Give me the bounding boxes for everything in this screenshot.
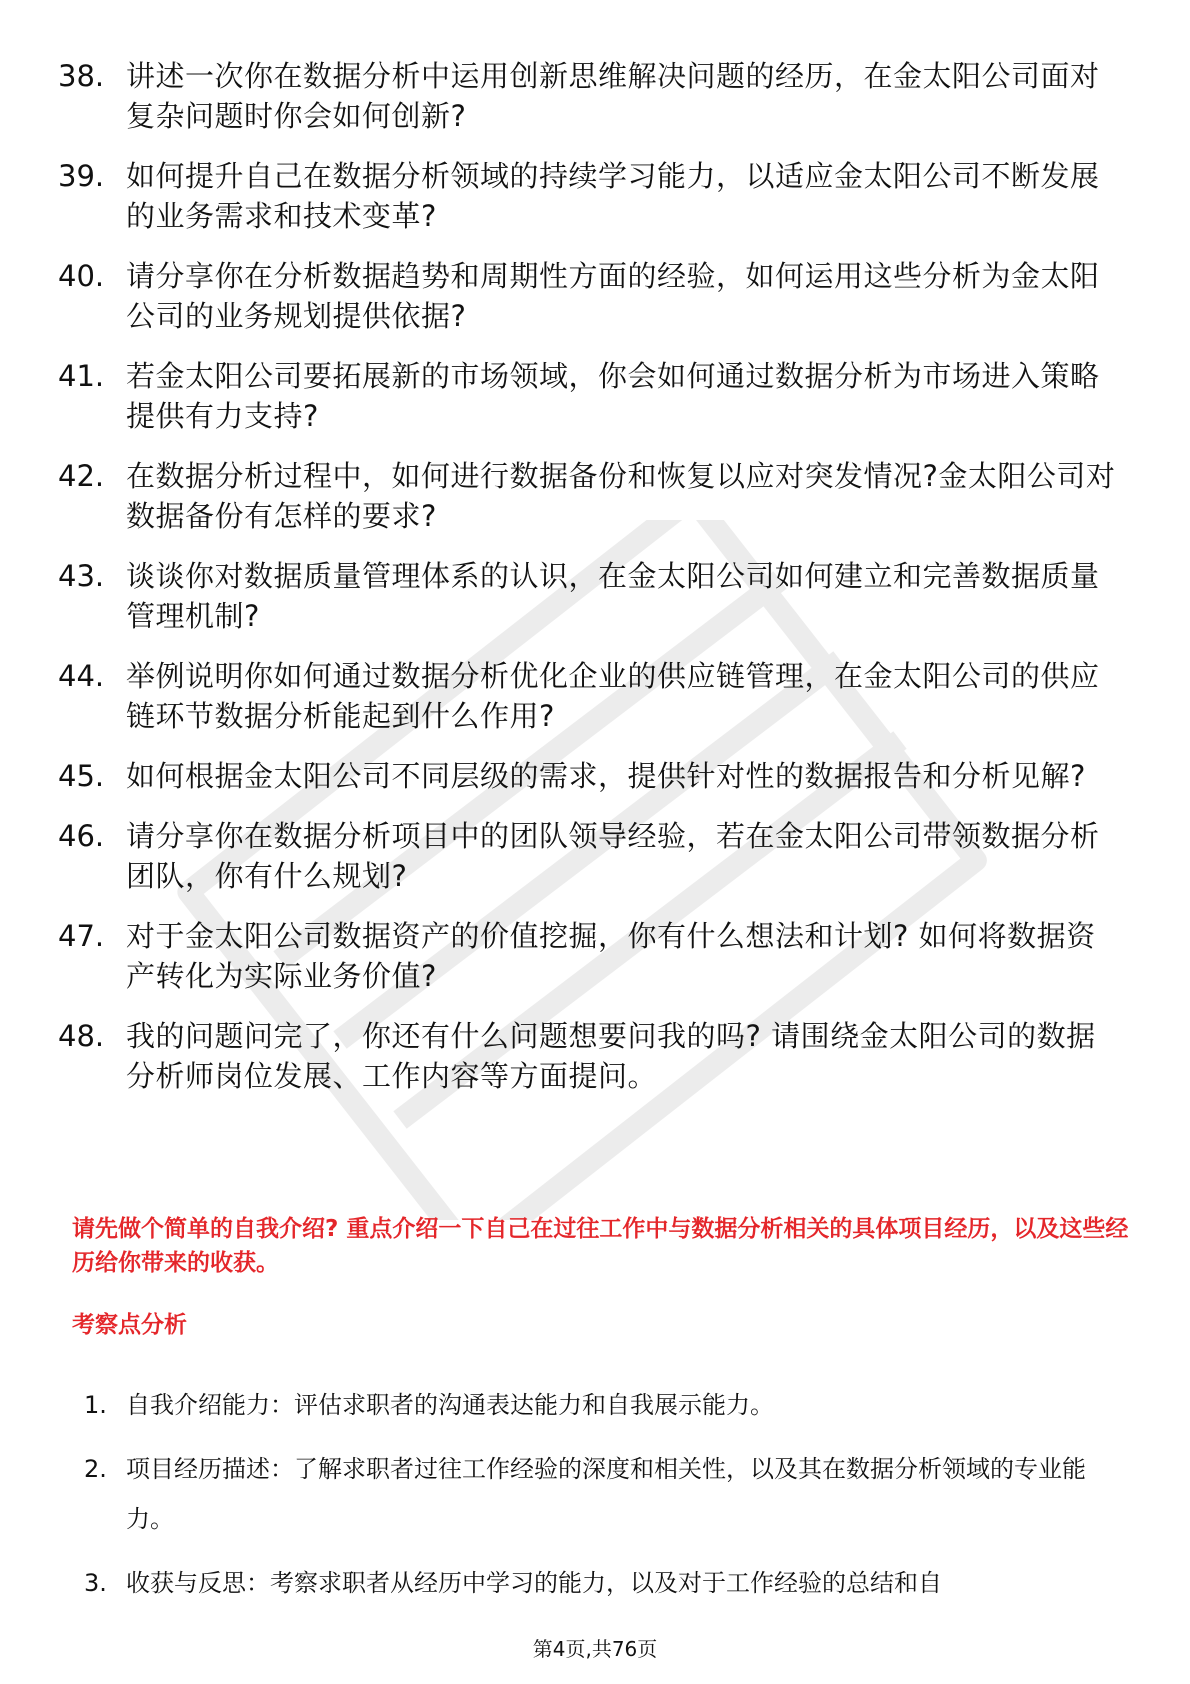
question-text: 讲述一次你在数据分析中运用创新思维解决问题的经历，在金太阳公司面对复杂问题时你会如何创新? <box>126 59 1100 133</box>
question-text: 如何根据金太阳公司不同层级的需求，提供针对性的数据报告和分析见解? <box>126 759 1086 793</box>
question-item <box>58 816 1118 896</box>
question-item <box>58 656 1118 736</box>
point-number: 1. <box>84 1391 107 1419</box>
page-number-footer: 第4页,共76页 <box>532 1637 658 1661</box>
question-item <box>58 556 1118 636</box>
question-text: 如何提升自己在数据分析领域的持续学习能力，以适应金太阳公司不断发展的业务需求和技术变革? <box>126 159 1100 233</box>
question-item <box>58 56 1118 136</box>
section-heading: 考察点分析 <box>72 1312 187 1338</box>
highlighted-question: 请先做个简单的自我介绍? 重点介绍一下自己在过往工作中与数据分析相关的具体项目经历，以及这些经历给你带来的收获。 <box>72 1216 1129 1276</box>
question-item <box>58 156 1118 236</box>
question-number: 41. <box>58 359 105 393</box>
analysis-point-list <box>84 1380 1124 1622</box>
question-item <box>58 256 1118 336</box>
question-item <box>58 756 1118 796</box>
question-item <box>58 916 1118 996</box>
point-number: 3. <box>84 1569 107 1597</box>
question-number: 44. <box>58 659 105 693</box>
question-number: 43. <box>58 559 105 593</box>
question-number: 48. <box>58 1019 105 1053</box>
question-number: 38. <box>58 59 105 93</box>
analysis-point <box>84 1380 1124 1430</box>
question-item <box>58 1016 1118 1096</box>
question-list <box>58 56 1118 1116</box>
question-number: 46. <box>58 819 105 853</box>
question-number: 40. <box>58 259 105 293</box>
question-text: 我的问题问完了，你还有什么问题想要问我的吗? 请围绕金太阳公司的数据分析师岗位发展、工作内容等方面提问。 <box>126 1019 1096 1093</box>
question-text: 对于金太阳公司数据资产的价值挖掘，你有什么想法和计划? 如何将数据资产转化为实际业务价值? <box>126 919 1096 993</box>
analysis-point <box>84 1558 1124 1608</box>
point-number: 2. <box>84 1455 107 1483</box>
question-number: 45. <box>58 759 105 793</box>
question-number: 47. <box>58 919 105 953</box>
point-text: 收获与反思：考察求职者从经历中学习的能力，以及对于工作经验的总结和自 <box>126 1569 942 1597</box>
analysis-point <box>84 1444 1124 1544</box>
question-number: 42. <box>58 459 105 493</box>
question-item <box>58 356 1118 436</box>
question-text: 请分享你在数据分析项目中的团队领导经验，若在金太阳公司带领数据分析团队，你有什么规划? <box>126 819 1100 893</box>
point-text: 项目经历描述：了解求职者过往工作经验的深度和相关性，以及其在数据分析领域的专业能力。 <box>126 1455 1086 1533</box>
question-text: 在数据分析过程中，如何进行数据备份和恢复以应对突发情况?金太阳公司对数据备份有怎样的要求? <box>126 459 1116 533</box>
question-number: 39. <box>58 159 105 193</box>
question-text: 请分享你在分析数据趋势和周期性方面的经验，如何运用这些分析为金太阳公司的业务规划提供依据? <box>126 259 1100 333</box>
point-text: 自我介绍能力：评估求职者的沟通表达能力和自我展示能力。 <box>126 1391 774 1419</box>
question-text: 谈谈你对数据质量管理体系的认识，在金太阳公司如何建立和完善数据质量管理机制? <box>126 559 1100 633</box>
question-item <box>58 456 1118 536</box>
question-text: 若金太阳公司要拓展新的市场领域，你会如何通过数据分析为市场进入策略提供有力支持? <box>126 359 1100 433</box>
question-text: 举例说明你如何通过数据分析优化企业的供应链管理，在金太阳公司的供应链环节数据分析能起到什么作用? <box>126 659 1100 733</box>
